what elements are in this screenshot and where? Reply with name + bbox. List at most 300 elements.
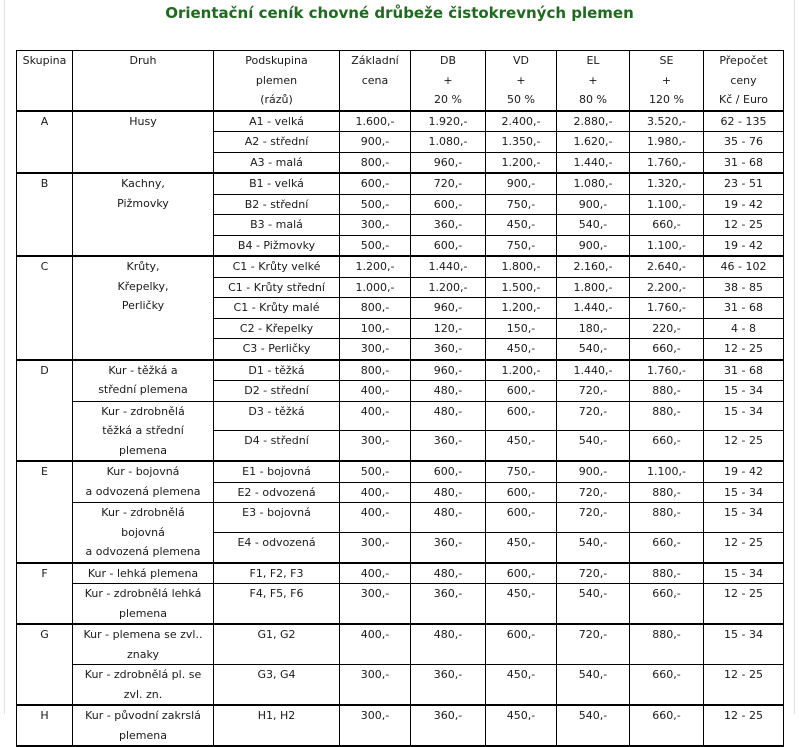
db-price-cell-value: 480,- <box>433 566 463 580</box>
euro-range-cell-value: 12 - 25 <box>724 668 763 681</box>
vd-price-cell-value: 450,- <box>506 434 536 448</box>
euro-range-cell <box>704 431 784 461</box>
table-row <box>17 705 784 746</box>
se-price-cell-value: 660,- <box>652 434 681 448</box>
db-price-cell-value: 600,- <box>433 465 463 478</box>
header-podskupina <box>214 51 340 111</box>
podskupina-cell <box>214 584 340 625</box>
el-price-cell-value: 1.440,- <box>573 363 613 377</box>
vd-price-cell-value: 750,- <box>506 197 536 211</box>
druh-cell <box>73 360 214 402</box>
el-price-cell-value: 900,- <box>578 238 608 252</box>
podskupina-cell <box>214 132 340 153</box>
druh-cell <box>73 503 214 563</box>
euro-range-cell <box>704 461 784 482</box>
zakladni-cena-cell-value: 100,- <box>360 321 390 335</box>
el-price-cell-value: 1.440,- <box>573 301 613 314</box>
table-row <box>17 665 784 706</box>
podskupina-cell <box>214 665 340 706</box>
zakladni-cena-cell <box>340 563 411 584</box>
db-price-cell-value: 480,- <box>433 485 463 499</box>
zakladni-cena-cell <box>340 482 411 503</box>
se-price-cell-value: 1.980,- <box>647 135 686 148</box>
group-code-label: C <box>40 260 49 273</box>
zakladni-cena-cell-value: 300,- <box>360 709 390 722</box>
se-price-cell <box>630 277 704 298</box>
zakladni-cena-cell <box>340 173 411 194</box>
vd-price-cell <box>486 194 557 215</box>
se-price-cell <box>630 111 704 132</box>
db-price-cell-value: 360,- <box>433 709 463 722</box>
zakladni-cena-cell <box>340 381 411 402</box>
vd-price-cell-value: 600,- <box>506 566 536 580</box>
zakladni-cena-cell <box>340 624 411 665</box>
euro-range-cell <box>704 132 784 153</box>
se-price-cell-value: 880,- <box>652 628 681 641</box>
el-price-cell <box>557 132 630 153</box>
druh-cell <box>73 624 214 665</box>
header-line: DB <box>439 54 457 67</box>
se-price-cell-value: 1.760,- <box>647 301 686 314</box>
euro-range-cell-value: 12 - 25 <box>724 535 763 549</box>
podskupina-cell-value: G1, G2 <box>257 628 296 641</box>
druh-line: znaky <box>127 647 159 661</box>
el-price-cell-value: 540,- <box>578 709 608 722</box>
druh-line: bojovná <box>121 525 165 539</box>
se-price-cell-value: 220,- <box>652 321 681 335</box>
se-price-cell-value: 1.760,- <box>647 363 686 377</box>
header-line: 20 % <box>434 93 462 106</box>
db-price-cell <box>411 431 486 461</box>
vd-price-cell-value: 600,- <box>506 506 536 519</box>
podskupina-cell <box>214 318 340 339</box>
se-price-cell-value: 880,- <box>652 566 681 580</box>
table-row <box>17 503 784 533</box>
zakladni-cena-cell-value: 800,- <box>360 363 390 377</box>
table-row <box>17 360 784 381</box>
podskupina-cell-value: C1 - Krůty malé <box>233 301 320 314</box>
se-price-cell-value: 660,- <box>652 709 681 722</box>
vd-price-cell-value: 600,- <box>506 384 536 397</box>
se-price-cell <box>630 132 704 153</box>
euro-range-cell <box>704 381 784 402</box>
el-price-cell-value: 540,- <box>578 434 608 448</box>
se-price-cell <box>630 503 704 533</box>
el-price-cell-value: 1.620,- <box>573 135 613 148</box>
header-skupina-label: Skupina <box>22 54 67 67</box>
se-price-cell-value: 1.100,- <box>647 197 686 211</box>
podskupina-cell-value: B4 - Pižmovky <box>237 238 316 252</box>
el-price-cell-value: 720,- <box>578 384 608 397</box>
db-price-cell-value: 960,- <box>433 363 463 377</box>
druh-line: Kur - bojovná <box>106 465 180 478</box>
el-price-cell-value: 720,- <box>578 628 608 641</box>
vd-price-cell <box>486 461 557 482</box>
se-price-cell-value: 880,- <box>652 384 681 397</box>
db-price-cell-value: 1.200,- <box>428 280 468 294</box>
euro-range-cell <box>704 665 784 706</box>
el-price-cell-value: 1.440,- <box>573 155 613 169</box>
podskupina-cell-value: D4 - střední <box>244 434 309 448</box>
el-price-cell-value: 720,- <box>578 566 608 580</box>
podskupina-cell <box>214 277 340 298</box>
zakladni-cena-cell <box>340 235 411 256</box>
zakladni-cena-cell <box>340 431 411 461</box>
zakladni-cena-cell <box>340 318 411 339</box>
druh-cell <box>73 173 214 256</box>
podskupina-cell-value: E1 - bojovná <box>242 465 311 478</box>
podskupina-cell <box>214 360 340 381</box>
header-line: ceny <box>730 73 757 87</box>
db-price-cell-value: 960,- <box>433 155 463 169</box>
vd-price-cell <box>486 705 557 746</box>
euro-range-cell <box>704 318 784 339</box>
se-price-cell-value: 880,- <box>652 485 681 499</box>
vd-price-cell-value: 900,- <box>506 177 536 190</box>
zakladni-cena-cell-value: 500,- <box>360 238 390 252</box>
zakladni-cena-cell <box>340 111 411 132</box>
el-price-cell-value: 900,- <box>578 465 608 478</box>
header-line: 80 % <box>579 93 607 106</box>
vd-price-cell <box>486 360 557 381</box>
el-price-cell <box>557 215 630 236</box>
el-price-cell-value: 540,- <box>578 668 608 681</box>
header-line: + <box>588 73 598 87</box>
druh-line: Husy <box>129 114 157 128</box>
podskupina-cell <box>214 482 340 503</box>
db-price-cell-value: 480,- <box>433 384 463 397</box>
se-price-cell <box>630 665 704 706</box>
euro-range-cell-value: 62 - 135 <box>720 114 767 128</box>
el-price-cell <box>557 256 630 277</box>
se-price-cell <box>630 318 704 339</box>
db-price-cell-value: 1.440,- <box>428 260 468 273</box>
zakladni-cena-cell-value: 400,- <box>360 566 390 580</box>
table-row <box>17 173 784 194</box>
druh-cell <box>73 256 214 360</box>
el-price-cell <box>557 705 630 746</box>
el-price-cell-value: 2.880,- <box>573 114 613 128</box>
group-code <box>17 256 73 360</box>
db-price-cell <box>411 624 486 665</box>
se-price-cell <box>630 461 704 482</box>
db-price-cell-value: 1.080,- <box>428 135 468 148</box>
podskupina-cell <box>214 339 340 360</box>
euro-range-cell <box>704 277 784 298</box>
se-price-cell-value: 660,- <box>652 218 681 231</box>
druh-line: Kur - lehká plemena <box>87 566 199 580</box>
euro-range-cell-value: 23 - 51 <box>724 177 763 190</box>
podskupina-cell-value: E2 - odvozená <box>237 485 316 499</box>
el-price-cell-value: 720,- <box>578 485 608 499</box>
se-price-cell <box>630 705 704 746</box>
vd-price-cell <box>486 401 557 431</box>
header-line: cena <box>361 73 389 87</box>
header-line: SE <box>659 54 674 67</box>
header-line: 120 % <box>649 93 684 106</box>
table-row <box>17 401 784 431</box>
vd-price-cell-value: 450,- <box>506 709 536 722</box>
header-vd <box>486 51 557 111</box>
se-price-cell <box>630 235 704 256</box>
vd-price-cell <box>486 132 557 153</box>
el-price-cell-value: 720,- <box>578 506 608 519</box>
podskupina-cell-value: E4 - odvozená <box>237 535 316 549</box>
db-price-cell-value: 600,- <box>433 197 463 211</box>
vd-price-cell-value: 600,- <box>506 404 536 418</box>
podskupina-cell-value: C3 - Perličky <box>242 342 311 355</box>
vd-price-cell-value: 1.800,- <box>501 260 541 273</box>
se-price-cell-value: 660,- <box>652 342 681 355</box>
header-se <box>630 51 704 111</box>
vd-price-cell <box>486 235 557 256</box>
podskupina-cell-value: G3, G4 <box>257 668 296 681</box>
el-price-cell <box>557 152 630 173</box>
zakladni-cena-cell <box>340 665 411 706</box>
el-price-cell <box>557 563 630 584</box>
db-price-cell-value: 480,- <box>433 404 463 418</box>
podskupina-cell-value: A2 - střední <box>244 135 309 148</box>
euro-range-cell-value: 19 - 42 <box>724 197 763 211</box>
zakladni-cena-cell-value: 300,- <box>360 535 390 549</box>
db-price-cell <box>411 360 486 381</box>
vd-price-cell-value: 2.400,- <box>501 114 541 128</box>
header-row <box>17 51 784 111</box>
el-price-cell-value: 540,- <box>578 587 608 600</box>
podskupina-cell-value: B1 - velká <box>249 177 304 190</box>
zakladni-cena-cell <box>340 532 411 562</box>
header-line: EL <box>586 54 600 67</box>
db-price-cell-value: 480,- <box>433 628 463 641</box>
se-price-cell <box>630 339 704 360</box>
table-row <box>17 624 784 665</box>
db-price-cell <box>411 461 486 482</box>
vd-price-cell <box>486 665 557 706</box>
vd-price-cell <box>486 482 557 503</box>
euro-range-cell <box>704 705 784 746</box>
druh-line: Krůty, <box>126 260 160 273</box>
euro-range-cell-value: 12 - 25 <box>724 342 763 355</box>
euro-range-cell <box>704 173 784 194</box>
el-price-cell <box>557 401 630 431</box>
podskupina-cell-value: E3 - bojovná <box>242 506 311 519</box>
el-price-cell <box>557 503 630 533</box>
se-price-cell-value: 1.100,- <box>647 238 686 252</box>
euro-range-cell <box>704 563 784 584</box>
header-line: Základní <box>351 54 399 67</box>
header-druh <box>73 51 214 111</box>
zakladni-cena-cell-value: 800,- <box>360 301 390 314</box>
podskupina-cell <box>214 503 340 533</box>
el-price-cell <box>557 111 630 132</box>
db-price-cell <box>411 563 486 584</box>
podskupina-cell <box>214 173 340 194</box>
vd-price-cell <box>486 431 557 461</box>
group-code <box>17 360 73 462</box>
zakladni-cena-cell-value: 600,- <box>360 177 390 190</box>
se-price-cell <box>630 584 704 625</box>
zakladni-cena-cell-value: 400,- <box>360 485 390 499</box>
druh-line: zvl. zn. <box>123 687 163 701</box>
euro-range-cell-value: 4 - 8 <box>731 321 756 335</box>
table-row <box>17 563 784 584</box>
el-price-cell-value: 540,- <box>578 535 608 549</box>
euro-range-cell <box>704 482 784 503</box>
header-line: + <box>661 73 672 87</box>
euro-range-cell-value: 12 - 25 <box>724 709 763 722</box>
zakladni-cena-cell <box>340 277 411 298</box>
zakladni-cena-cell-value: 300,- <box>360 342 390 355</box>
zakladni-cena-cell-value: 800,- <box>360 155 390 169</box>
euro-range-cell-value: 15 - 34 <box>724 628 763 641</box>
zakladni-cena-cell <box>340 298 411 319</box>
druh-line: těžká a střední <box>102 424 184 437</box>
euro-range-cell <box>704 360 784 381</box>
podskupina-cell <box>214 624 340 665</box>
euro-range-cell-value: 15 - 34 <box>724 384 763 397</box>
zakladni-cena-cell <box>340 132 411 153</box>
podskupina-cell-value: C2 - Křepelky <box>239 321 314 335</box>
zakladni-cena-cell <box>340 256 411 277</box>
zakladni-cena-cell-value: 1.000,- <box>355 280 395 294</box>
se-price-cell <box>630 401 704 431</box>
db-price-cell <box>411 132 486 153</box>
page-title: Orientační ceník chovné drůbeže čistokrevných plemen <box>165 4 634 22</box>
podskupina-cell <box>214 194 340 215</box>
db-price-cell <box>411 277 486 298</box>
zakladni-cena-cell <box>340 705 411 746</box>
euro-range-cell-value: 15 - 34 <box>724 485 763 499</box>
druh-line: plemena <box>118 443 167 457</box>
el-price-cell <box>557 461 630 482</box>
zakladni-cena-cell <box>340 584 411 625</box>
group-code-label: H <box>40 709 49 722</box>
zakladni-cena-cell-value: 500,- <box>360 197 390 211</box>
vd-price-cell <box>486 277 557 298</box>
db-price-cell <box>411 152 486 173</box>
podskupina-cell-value: A1 - velká <box>249 114 304 128</box>
druh-cell <box>73 461 214 503</box>
podskupina-cell-value: A3 - malá <box>250 155 303 169</box>
euro-range-cell-value: 12 - 25 <box>724 218 763 231</box>
vd-price-cell-value: 750,- <box>506 465 536 478</box>
el-price-cell <box>557 665 630 706</box>
vd-price-cell <box>486 256 557 277</box>
el-price-cell-value: 180,- <box>578 321 608 335</box>
druh-line: Kur - původní zakrslá <box>85 709 201 722</box>
el-price-cell <box>557 482 630 503</box>
el-price-cell <box>557 235 630 256</box>
se-price-cell <box>630 482 704 503</box>
vd-price-cell-value: 1.200,- <box>501 363 541 377</box>
db-price-cell <box>411 111 486 132</box>
druh-line: Kachny, <box>121 177 165 190</box>
vd-price-cell <box>486 111 557 132</box>
podskupina-cell-value: B3 - malá <box>250 218 303 231</box>
podskupina-cell-value: F1, F2, F3 <box>249 566 304 580</box>
db-price-cell <box>411 584 486 625</box>
vd-price-cell-value: 1.200,- <box>501 301 541 314</box>
zakladni-cena-cell-value: 1.600,- <box>355 114 395 128</box>
se-price-cell-value: 3.520,- <box>647 114 686 128</box>
group-code <box>17 461 73 563</box>
group-code-label: G <box>40 628 49 641</box>
euro-range-cell-value: 15 - 34 <box>724 566 763 580</box>
se-price-cell-value: 880,- <box>652 506 681 519</box>
euro-range-cell <box>704 584 784 625</box>
db-price-cell-value: 360,- <box>433 668 463 681</box>
vd-price-cell-value: 450,- <box>506 218 536 231</box>
euro-range-cell <box>704 339 784 360</box>
vd-price-cell <box>486 584 557 625</box>
group-code <box>17 705 73 746</box>
db-price-cell <box>411 194 486 215</box>
el-price-cell <box>557 298 630 319</box>
druh-cell <box>73 563 214 584</box>
el-price-cell <box>557 381 630 402</box>
se-price-cell-value: 2.200,- <box>647 280 686 294</box>
druh-line: Perličky <box>121 299 165 312</box>
el-price-cell <box>557 431 630 461</box>
header-line: plemen <box>255 73 298 87</box>
db-price-cell <box>411 401 486 431</box>
druh-line: Kur - zdrobnělá <box>101 404 185 418</box>
db-price-cell <box>411 705 486 746</box>
vd-price-cell-value: 450,- <box>506 587 536 600</box>
el-price-cell-value: 900,- <box>578 197 608 211</box>
druh-line: Kur - zdrobnělá lehká <box>84 587 202 600</box>
druh-cell <box>73 705 214 746</box>
se-price-cell-value: 2.640,- <box>647 260 686 273</box>
header-line: Přepočet <box>719 54 768 67</box>
se-price-cell-value: 1.760,- <box>647 155 686 169</box>
db-price-cell <box>411 482 486 503</box>
se-price-cell <box>630 381 704 402</box>
euro-range-cell <box>704 152 784 173</box>
se-price-cell <box>630 360 704 381</box>
euro-range-cell-value: 38 - 85 <box>724 280 763 294</box>
zakladni-cena-cell <box>340 401 411 431</box>
podskupina-cell-value: H1, H2 <box>257 709 296 722</box>
zakladni-cena-cell-value: 400,- <box>360 628 390 641</box>
el-price-cell <box>557 624 630 665</box>
druh-line: Křepelky, <box>117 279 169 293</box>
vd-price-cell-value: 450,- <box>506 668 536 681</box>
zakladni-cena-cell-value: 300,- <box>360 218 390 231</box>
zakladni-cena-cell-value: 300,- <box>360 434 390 448</box>
podskupina-cell <box>214 705 340 746</box>
euro-range-cell <box>704 235 784 256</box>
podskupina-cell <box>214 111 340 132</box>
group-code <box>17 111 73 174</box>
db-price-cell-value: 120,- <box>433 321 463 335</box>
header-line: Podskupina <box>245 54 308 67</box>
druh-line: střední plemena <box>98 383 188 396</box>
euro-range-cell <box>704 503 784 533</box>
podskupina-cell-value: F4, F5, F6 <box>249 587 304 600</box>
db-price-cell <box>411 532 486 562</box>
vd-price-cell-value: 1.200,- <box>501 155 541 169</box>
euro-range-cell-value: 15 - 34 <box>724 404 763 418</box>
zakladni-cena-cell <box>340 152 411 173</box>
header-db <box>411 51 486 111</box>
podskupina-cell-value: D1 - těžká <box>248 363 305 377</box>
se-price-cell-value: 660,- <box>652 587 681 600</box>
zakladni-cena-cell-value: 400,- <box>360 404 390 418</box>
se-price-cell <box>630 563 704 584</box>
vd-price-cell-value: 1.500,- <box>501 280 541 294</box>
euro-range-cell-value: 12 - 25 <box>724 587 763 600</box>
